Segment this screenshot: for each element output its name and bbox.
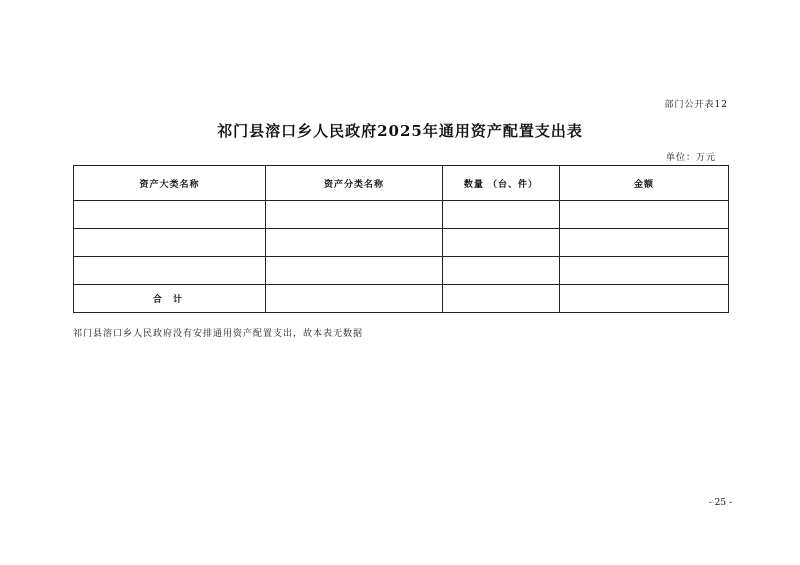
page-number: - 25 - [708, 498, 732, 508]
table-cell [74, 229, 266, 257]
table-cell [560, 285, 729, 313]
table-cell [560, 229, 729, 257]
footnote: 祁门县溶口乡人民政府没有安排通用资产配置支出，故本表无数据 [73, 329, 364, 339]
table-cell [266, 285, 443, 313]
table-row [74, 257, 729, 285]
table-cell [74, 201, 266, 229]
table-cell [560, 257, 729, 285]
column-header: 资产分类名称 [266, 166, 443, 201]
table-header-row [74, 166, 729, 201]
table-cell [443, 257, 560, 285]
table-number-tag: 部门公开表12 [664, 100, 728, 110]
column-header: 资产大类名称 [74, 166, 266, 201]
table-cell [443, 229, 560, 257]
table-cell [266, 201, 443, 229]
table-cell [266, 229, 443, 257]
unit-label: 单位：万元 [665, 153, 716, 163]
table-cell [266, 257, 443, 285]
document-title: 祁门县溶口乡人民政府2025年通用资产配置支出表 [217, 122, 583, 140]
table-cell [443, 201, 560, 229]
table-row [74, 201, 729, 229]
total-row [74, 285, 729, 313]
column-header: 金额 [560, 166, 729, 201]
table-cell [560, 201, 729, 229]
table-cell [74, 257, 266, 285]
column-header: 数量 （台、件） [443, 166, 560, 201]
total-label: 合 计 [74, 285, 266, 313]
asset-allocation-table [73, 165, 729, 313]
table-cell [443, 285, 560, 313]
table-row [74, 229, 729, 257]
